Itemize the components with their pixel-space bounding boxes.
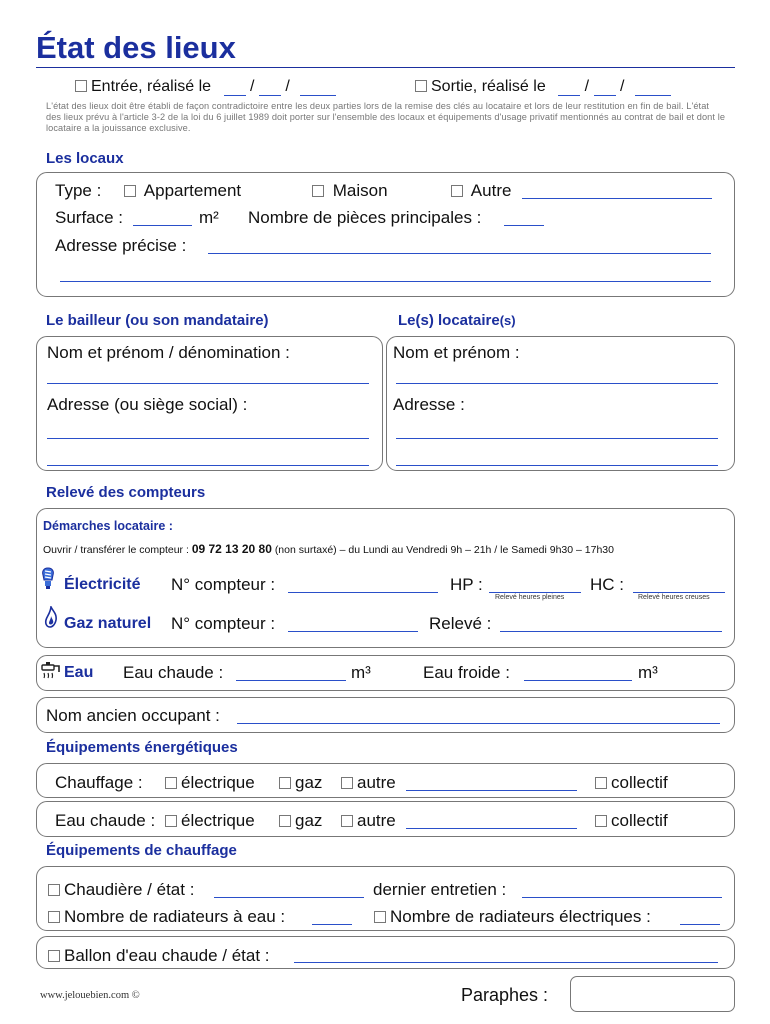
electrique-label: électrique	[181, 773, 255, 792]
elec-compteur-label: N° compteur :	[171, 575, 276, 594]
eau-chaude-unit: m³	[351, 663, 371, 682]
type-row	[55, 181, 101, 201]
chauffage-opt-autre	[341, 773, 396, 793]
exit-row	[415, 78, 671, 96]
locataire-adresse-field-1[interactable]	[396, 438, 718, 439]
autre-label: autre	[357, 773, 396, 792]
electrique-label: électrique	[181, 811, 255, 830]
collectif-label: collectif	[611, 773, 668, 792]
exit-checkbox[interactable]	[415, 80, 427, 92]
radiateurs-eau-label: Nombre de radiateurs à eau :	[64, 907, 286, 926]
locataire-nom-field[interactable]	[396, 383, 718, 384]
chaudiere-label: Chaudière / état :	[64, 880, 195, 899]
chauffage-opt-collectif	[595, 773, 668, 793]
date-sep: /	[249, 78, 255, 95]
chaudiere-row	[48, 880, 194, 900]
lightbulb-icon	[41, 567, 55, 596]
type-label: Type :	[55, 181, 102, 200]
bailleur-nom-field[interactable]	[47, 383, 369, 384]
eauchaude-opt-autre	[341, 811, 396, 831]
paraphes-field[interactable]	[570, 976, 735, 1012]
radiateurs-elec-label: Nombre de radiateurs électriques :	[390, 907, 651, 926]
date-sep: /	[619, 78, 625, 95]
eau-froide-unit: m³	[638, 663, 658, 682]
opt-maison	[312, 181, 388, 201]
entry-year-field[interactable]	[300, 81, 336, 96]
chauffage-gaz-checkbox[interactable]	[279, 777, 291, 789]
eau-froide-label: Eau froide :	[423, 663, 510, 682]
footer-site: www.jelouebien.com ©	[40, 990, 140, 1001]
collectif-label: collectif	[611, 811, 668, 830]
eauchaude-collectif-checkbox[interactable]	[595, 815, 607, 827]
chauffage-collectif-checkbox[interactable]	[595, 777, 607, 789]
entry-checkbox[interactable]	[75, 80, 87, 92]
opt-autre	[451, 181, 511, 201]
bailleur-adresse-label: Adresse (ou siège social) :	[47, 395, 248, 414]
adresse-field-1[interactable]	[208, 253, 711, 254]
exit-day-field[interactable]	[558, 81, 580, 96]
eauchaude-electrique-checkbox[interactable]	[165, 815, 177, 827]
eau-label: Eau	[64, 664, 94, 681]
entretien-field[interactable]	[522, 897, 722, 898]
eauchaude-autre-checkbox[interactable]	[341, 815, 353, 827]
autre-field[interactable]	[522, 198, 712, 199]
page-title: État des lieux	[36, 30, 236, 65]
eauchaude-opt-electrique	[165, 811, 255, 831]
chauffage-electrique-checkbox[interactable]	[165, 777, 177, 789]
hc-label: HC :	[590, 575, 624, 594]
date-sep: /	[584, 78, 590, 95]
gas-flame-icon	[44, 606, 58, 633]
autre-checkbox[interactable]	[451, 185, 463, 197]
eau-froide-field[interactable]	[524, 680, 632, 681]
locataire-adresse-field-2[interactable]	[396, 465, 718, 466]
adresse-field-2[interactable]	[60, 281, 711, 282]
pieces-field[interactable]	[504, 225, 544, 226]
ballon-checkbox[interactable]	[48, 950, 60, 962]
paraphes-label: Paraphes :	[461, 985, 549, 1005]
section-locaux-heading: Les locaux	[46, 150, 124, 167]
section-chauffage-heading: Équipements de chauffage	[46, 842, 237, 859]
exit-label: Sortie, réalisé le	[431, 78, 546, 95]
ballon-field[interactable]	[294, 962, 718, 963]
demarches-text-2: (non surtaxé) – du Lundi au Vendredi 9h – 21h / le Samedi 9h30 – 17h30	[274, 544, 614, 556]
elec-compteur-field[interactable]	[288, 592, 438, 593]
radiateurs-elec-field[interactable]	[680, 924, 720, 925]
appartement-checkbox[interactable]	[124, 185, 136, 197]
adresse-label: Adresse précise :	[55, 236, 187, 255]
section-compteurs-heading: Relevé des compteurs	[46, 484, 206, 501]
eauchaude-opt-gaz	[279, 811, 322, 831]
appartement-label: Appartement	[143, 181, 242, 200]
title-divider	[36, 67, 735, 68]
gaz-releve-label: Relevé :	[429, 614, 492, 633]
opt-appartement	[124, 181, 241, 201]
gaz-label: gaz	[295, 773, 323, 792]
gaz-label: gaz	[295, 811, 323, 830]
gaz-compteur-label: N° compteur :	[171, 614, 276, 633]
surface-unit: m²	[199, 208, 219, 227]
eau-chaude-label: Eau chaude :	[123, 663, 224, 682]
ballon-row	[48, 946, 270, 966]
ballon-label: Ballon d'eau chaude / état :	[64, 946, 270, 965]
bailleur-adresse-field-1[interactable]	[47, 438, 369, 439]
bailleur-nom-label: Nom et prénom / dénomination :	[47, 343, 290, 362]
hc-note: Relevé heures creuses	[638, 594, 710, 601]
chauffage-opt-gaz	[279, 773, 322, 793]
chauffage-opt-electrique	[165, 773, 255, 793]
entry-label: Entrée, réalisé le	[91, 78, 212, 95]
hp-field[interactable]	[489, 592, 581, 593]
ancien-occupant-field[interactable]	[237, 723, 720, 724]
entry-day-field[interactable]	[224, 81, 246, 96]
demarches-text-1: Ouvrir / transférer le compteur :	[43, 544, 189, 556]
chauffage-label: Chauffage :	[55, 773, 143, 792]
demarches-title: Démarches locataire :	[43, 519, 173, 533]
eauchaude-gaz-checkbox[interactable]	[279, 815, 291, 827]
entry-month-field[interactable]	[259, 81, 281, 96]
gaz-compteur-field[interactable]	[288, 631, 418, 632]
ancien-occupant-label: Nom ancien occupant :	[46, 706, 220, 725]
surface-label: Surface :	[55, 208, 124, 227]
eau-chaude-field[interactable]	[236, 680, 346, 681]
hp-note: Relevé heures pleines	[495, 594, 565, 601]
surface-field[interactable]	[133, 225, 192, 226]
entry-row	[75, 78, 336, 96]
intro-text: L'état des lieux doit être établi de façon contradictoire entre les deux parties lors de la remise des clés au locataire et lors de leur restitution en fin de bail. L'état des lieux prévu à l'article 3-2 de la loi du 6 juillet 1989 doit porter sur l'ensemble des locaux et équipements d'usage privatif mentionnés au contrat de bail et dont le locataire a la jouissance exclusive.	[46, 101, 726, 133]
locataire-heading-suffix: (s)	[499, 313, 516, 328]
exit-month-field[interactable]	[594, 81, 616, 96]
demarches-text	[43, 542, 614, 556]
section-bailleur-heading: Le bailleur (ou son mandataire)	[46, 312, 269, 329]
eau-chaude-equip-label: Eau chaude :	[55, 811, 156, 830]
eauchaude-autre-field[interactable]	[406, 828, 577, 829]
radiateurs-elec-row	[374, 907, 651, 927]
gaz-label: Gaz naturel	[64, 615, 152, 632]
eauchaude-opt-collectif	[595, 811, 668, 831]
radiateurs-elec-checkbox[interactable]	[374, 911, 386, 923]
chauffage-autre-field[interactable]	[406, 790, 577, 791]
chauffage-autre-checkbox[interactable]	[341, 777, 353, 789]
maison-checkbox[interactable]	[312, 185, 324, 197]
locataire-nom-label: Nom et prénom :	[393, 343, 520, 362]
bailleur-adresse-field-2[interactable]	[47, 465, 369, 466]
autre-label: Autre	[470, 181, 512, 200]
hc-field[interactable]	[633, 592, 725, 593]
autre-label: autre	[357, 811, 396, 830]
entretien-label: dernier entretien :	[373, 880, 507, 899]
chaudiere-field[interactable]	[214, 897, 364, 898]
locataire-adresse-label: Adresse :	[393, 395, 465, 414]
gaz-releve-field[interactable]	[500, 631, 722, 632]
radiateurs-eau-checkbox[interactable]	[48, 911, 60, 923]
section-energetiques-heading: Équipements énergétiques	[46, 739, 238, 756]
maison-label: Maison	[332, 181, 388, 200]
hp-label: HP :	[450, 575, 483, 594]
section-locataire-heading	[398, 312, 516, 329]
water-tap-icon	[40, 661, 62, 686]
radiateurs-eau-field[interactable]	[312, 924, 352, 925]
chaudiere-checkbox[interactable]	[48, 884, 60, 896]
elec-label: Électricité	[64, 576, 141, 593]
phone-number: 09 72 13 20 80	[191, 542, 272, 556]
date-sep: /	[285, 78, 290, 95]
radiateurs-eau-row	[48, 907, 285, 927]
locataire-heading-main: Le(s) locataire	[398, 312, 500, 329]
exit-year-field[interactable]	[635, 81, 671, 96]
pieces-label: Nombre de pièces principales :	[248, 208, 482, 227]
